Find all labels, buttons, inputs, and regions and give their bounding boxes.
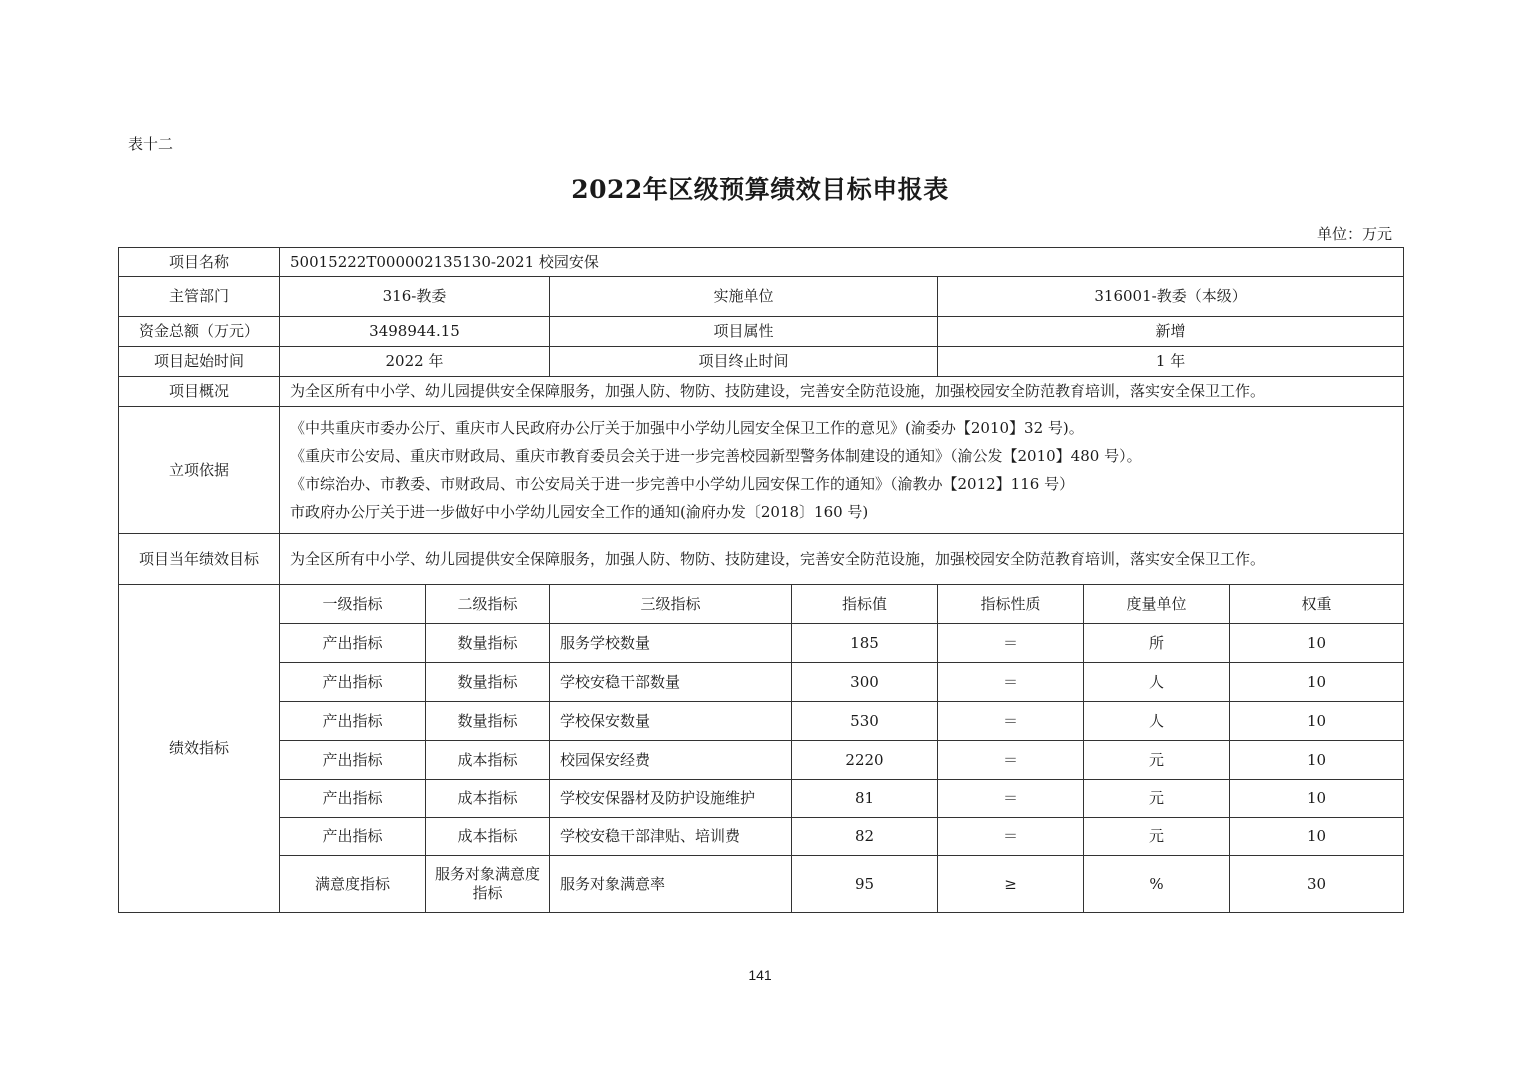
nature-cell: ＝: [938, 663, 1084, 702]
weight-cell: 10: [1230, 780, 1404, 818]
attr-value: 新增: [938, 317, 1404, 347]
nature-cell: ＝: [938, 741, 1084, 780]
level2-cell: 成本指标: [426, 780, 550, 818]
value-cell: 300: [792, 663, 938, 702]
document-title: 2022年区级预算绩效目标申报表: [571, 175, 949, 204]
level2-cell: 数量指标: [426, 663, 550, 702]
level3-cell: 学校安稳干部津贴、培训费: [550, 818, 792, 856]
performance-target-table: [118, 247, 1404, 913]
funds-value: 3498944.15: [280, 317, 550, 347]
attr-label: 项目属性: [550, 317, 938, 347]
table-row: [119, 780, 1404, 818]
header-nature: 指标性质: [938, 585, 1084, 624]
header-level3: 三级指标: [550, 585, 792, 624]
unit-cell: 人: [1084, 663, 1230, 702]
header-unit: 度量单位: [1084, 585, 1230, 624]
weight-cell: 10: [1230, 818, 1404, 856]
nature-cell: ＝: [938, 624, 1084, 663]
level2-cell: 数量指标: [426, 624, 550, 663]
level3-cell: 校园保安经费: [550, 741, 792, 780]
weight-cell: 10: [1230, 702, 1404, 741]
value-cell: 81: [792, 780, 938, 818]
level3-cell: 学校安稳干部数量: [550, 663, 792, 702]
unit-cell: 元: [1084, 780, 1230, 818]
value-cell: 185: [792, 624, 938, 663]
row-overview: [119, 377, 1404, 407]
header-level1: 一级指标: [280, 585, 426, 624]
table-row: [119, 702, 1404, 741]
nature-cell: ＝: [938, 780, 1084, 818]
row-basis: [119, 407, 1404, 534]
weight-cell: 30: [1230, 856, 1404, 913]
level1-cell: 产出指标: [280, 741, 426, 780]
basis-line: 《市综治办、市教委、市财政局、市公安局关于进一步完善中小学幼儿园安保工作的通知》（渝教办【2012】116 号）: [290, 475, 1075, 493]
level1-cell: 产出指标: [280, 702, 426, 741]
weight-cell: 10: [1230, 663, 1404, 702]
level2-cell: 数量指标: [426, 702, 550, 741]
impl-value: 316001-教委（本级）: [938, 277, 1404, 317]
row-department: [119, 277, 1404, 317]
basis-value: [280, 407, 1404, 534]
page-number: 141: [748, 967, 772, 983]
end-value: 1 年: [938, 347, 1404, 377]
level1-cell: 产出指标: [280, 818, 426, 856]
table-row: [119, 663, 1404, 702]
table-row: [119, 741, 1404, 780]
level1-cell: 产出指标: [280, 663, 426, 702]
basis-line: 《重庆市公安局、重庆市财政局、重庆市教育委员会关于进一步完善校园新型警务体制建设的通知》（渝公发【2010】480 号）。: [290, 447, 1142, 465]
goal-label: 项目当年绩效目标: [119, 534, 280, 585]
row-time: [119, 347, 1404, 377]
level2-cell: 服务对象满意度指标: [426, 856, 550, 913]
unit-cell: %: [1084, 856, 1230, 913]
level2-cell: 成本指标: [426, 818, 550, 856]
level3-cell: 服务学校数量: [550, 624, 792, 663]
start-label: 项目起始时间: [119, 347, 280, 377]
nature-cell: ＝: [938, 702, 1084, 741]
level1-cell: 产出指标: [280, 780, 426, 818]
indicator-header-row: [119, 585, 1404, 624]
level3-cell: 学校安保器材及防护设施维护: [550, 780, 792, 818]
funds-label: 资金总额（万元）: [119, 317, 280, 347]
header-value: 指标值: [792, 585, 938, 624]
basis-line: 市政府办公厅关于进一步做好中小学幼儿园安全工作的通知(渝府办发〔2018〕160 号): [290, 503, 869, 521]
header-weight: 权重: [1230, 585, 1404, 624]
weight-cell: 10: [1230, 624, 1404, 663]
overview-value: 为全区所有中小学、幼儿园提供安全保障服务，加强人防、物防、技防建设，完善安全防范设施，加强校园安全防范教育培训，落实安全保卫工作。: [280, 377, 1404, 407]
goal-value: 为全区所有中小学、幼儿园提供安全保障服务，加强人防、物防、技防建设，完善安全防范设施，加强校园安全防范教育培训，落实安全保卫工作。: [280, 534, 1404, 585]
end-label: 项目终止时间: [550, 347, 938, 377]
unit-cell: 元: [1084, 741, 1230, 780]
basis-line: 《中共重庆市委办公厅、重庆市人民政府办公厅关于加强中小学幼儿园安全保卫工作的意见》(渝委办【2010】32 号)。: [290, 419, 1084, 437]
header-level2: 二级指标: [426, 585, 550, 624]
table-row: [119, 856, 1404, 913]
start-value: 2022 年: [280, 347, 550, 377]
value-cell: 95: [792, 856, 938, 913]
value-cell: 530: [792, 702, 938, 741]
table-row: [119, 624, 1404, 663]
project-name-label: 项目名称: [119, 248, 280, 277]
basis-label: 立项依据: [119, 407, 280, 534]
row-project-name: [119, 248, 1404, 277]
unit-cell: 人: [1084, 702, 1230, 741]
level1-cell: 产出指标: [280, 624, 426, 663]
unit-label: 单位：万元: [1316, 225, 1392, 243]
dept-label: 主管部门: [119, 277, 280, 317]
table-row: [119, 818, 1404, 856]
nature-cell: ≥: [938, 856, 1084, 913]
dept-value: 316-教委: [280, 277, 550, 317]
value-cell: 82: [792, 818, 938, 856]
nature-cell: ＝: [938, 818, 1084, 856]
project-name-value: 50015222T000002135130-2021 校园安保: [280, 248, 1404, 277]
impl-label: 实施单位: [550, 277, 938, 317]
weight-cell: 10: [1230, 741, 1404, 780]
level1-cell: 满意度指标: [280, 856, 426, 913]
level3-cell: 学校保安数量: [550, 702, 792, 741]
row-goal: [119, 534, 1404, 585]
row-funds: [119, 317, 1404, 347]
unit-cell: 所: [1084, 624, 1230, 663]
unit-cell: 元: [1084, 818, 1230, 856]
table-label: 表十二: [128, 135, 174, 153]
level2-cell: 成本指标: [426, 741, 550, 780]
indicators-section-label: 绩效指标: [119, 585, 280, 913]
level3-cell: 服务对象满意率: [550, 856, 792, 913]
overview-label: 项目概况: [119, 377, 280, 407]
value-cell: 2220: [792, 741, 938, 780]
